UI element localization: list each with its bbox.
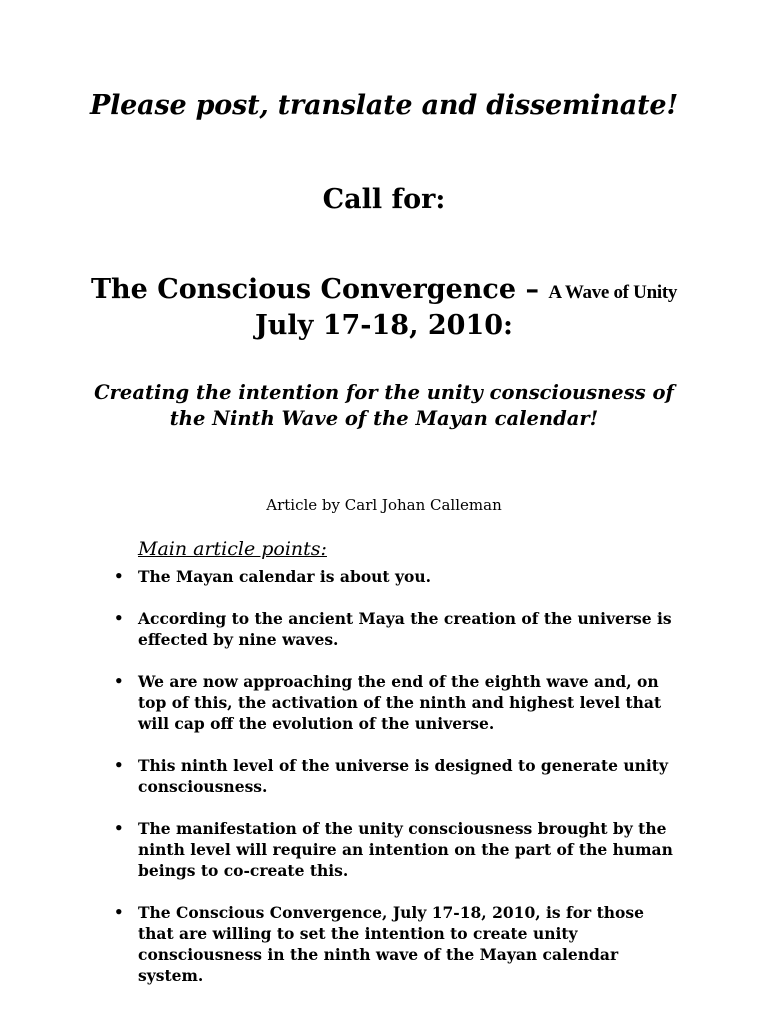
list-item	[112, 566, 682, 587]
bullet-icon: •	[114, 672, 124, 690]
bullet-icon: •	[114, 567, 124, 585]
list-item-text: The manifestation of the unity consciousness brought by the ninth level will require an intention on the part of the human beings to co-create this.	[138, 819, 673, 880]
event-date: July 17-18, 2010:	[254, 310, 514, 341]
list-item	[112, 902, 682, 986]
list-item	[112, 608, 682, 650]
lede-text: Creating the intention for the unity consciousness of the Ninth Wave of the Mayan calendar!	[94, 381, 674, 430]
bullet-icon: •	[114, 756, 124, 774]
list-item-text: According to the ancient Maya the creation of the universe is effected by nine waves.	[138, 609, 672, 649]
points-list	[112, 566, 682, 1007]
call-for-heading: Call for:	[322, 184, 446, 215]
event-title	[0, 272, 768, 311]
event-title-main: The Conscious Convergence –	[90, 274, 539, 305]
list-item-text: The Mayan calendar is about you.	[138, 567, 431, 586]
bullet-icon: •	[114, 819, 124, 837]
list-item	[112, 755, 682, 797]
list-item	[112, 818, 682, 881]
points-heading: Main article points:	[138, 538, 327, 560]
bullet-icon: •	[114, 903, 124, 921]
event-subtitle: A Wave of Unity	[548, 282, 678, 303]
list-item	[112, 671, 682, 734]
list-item-text: This ninth level of the universe is designed to generate unity consciousness.	[138, 756, 668, 796]
tagline: Please post, translate and disseminate!	[90, 90, 678, 121]
list-item-text: The Conscious Convergence, July 17-18, 2010, is for those that are willing to set the intention to create unity consciousness in the ninth wave of the Mayan calendar system.	[138, 903, 644, 985]
list-item-text: We are now approaching the end of the eighth wave and, on top of this, the activation of the ninth and highest level that will cap off the evolution of the universe.	[138, 672, 662, 733]
bullet-icon: •	[114, 609, 124, 627]
byline: Article by Carl Johan Calleman	[266, 496, 502, 514]
